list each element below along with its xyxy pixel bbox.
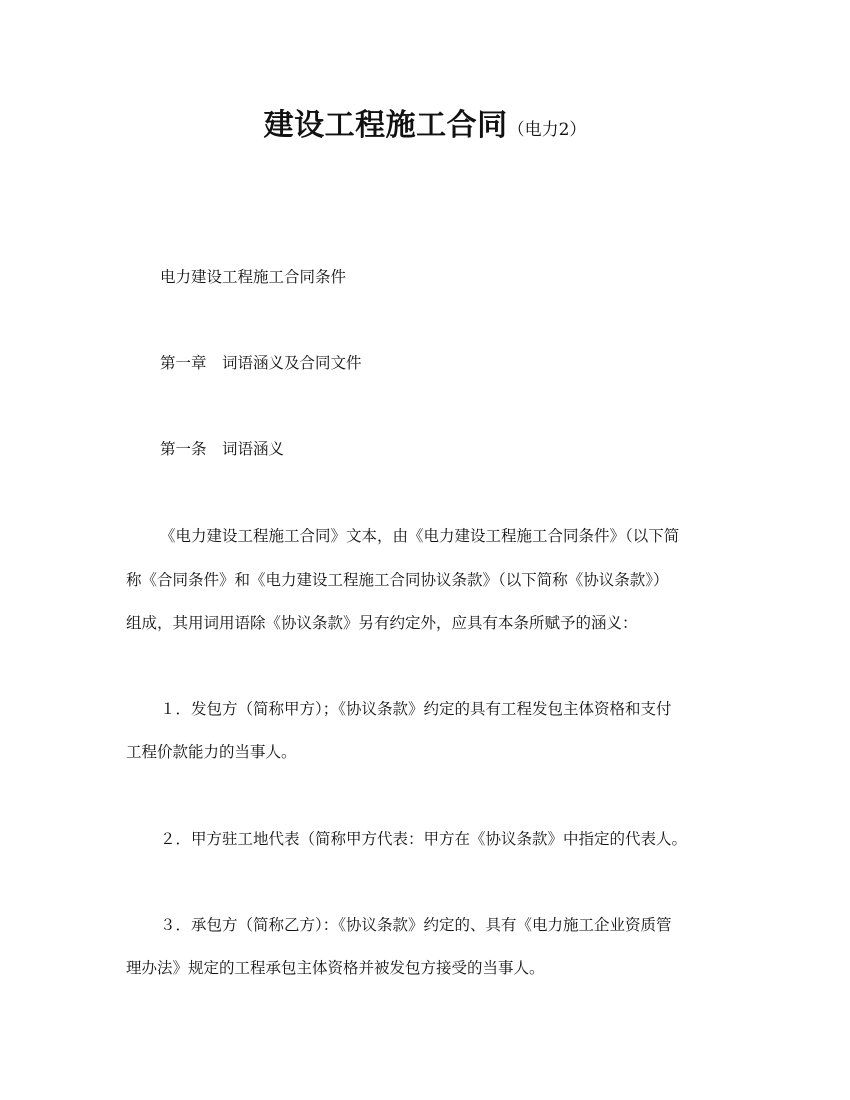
heading-conditions: 电力建设工程施工合同条件 xyxy=(160,268,347,286)
intro-line-3: 组成，其用词用语除《协议条款》另有约定外，应具有本条所赋予的涵义： xyxy=(126,614,638,632)
title-subtitle: （电力2） xyxy=(507,120,587,140)
item-3-line-2: 理办法》规定的工程承包主体资格并被发包方接受的当事人。 xyxy=(126,959,545,977)
heading-chapter: 第一章 词语涵义及合同文件 xyxy=(160,354,362,372)
intro-line-1: 《电力建设工程施工合同》文本，由《电力建设工程施工合同条件》（以下简 xyxy=(160,527,680,545)
intro-line-2: 称《合同条件》和《电力建设工程施工合同协议条款》（以下简称《协议条款》） xyxy=(126,571,669,589)
item-1-line-1: １．发包方（简称甲方）；《协议条款》约定的具有工程发包主体资格和支付 xyxy=(160,700,672,718)
heading-article: 第一条 词语涵义 xyxy=(160,440,285,458)
item-1-line-2: 工程价款能力的当事人。 xyxy=(126,743,297,761)
item-3-line-1: ３．承包方（简称乙方）：《协议条款》约定的、具有《电力施工企业资质管 xyxy=(160,916,672,934)
item-2-line-1: ２．甲方驻工地代表（简称甲方代表：甲方在《协议条款》中指定的代表人。 xyxy=(160,830,688,848)
document-title xyxy=(0,100,850,144)
title-main: 建设工程施工合同 xyxy=(263,108,508,143)
